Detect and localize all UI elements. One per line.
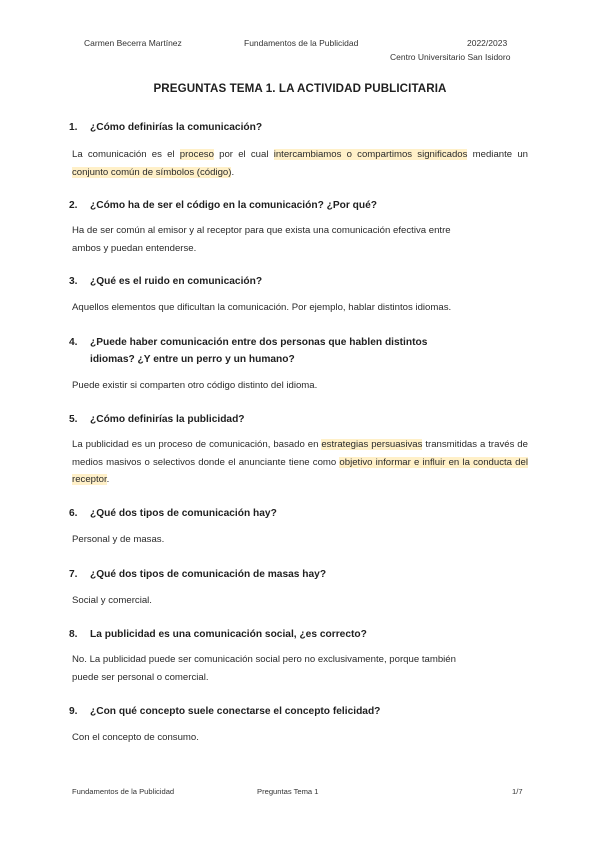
page-title: PREGUNTAS TEMA 1. LA ACTIVIDAD PUBLICITARIA (153, 82, 447, 95)
question-text-line: idiomas? ¿Y entre un perro y un humano? (90, 354, 295, 365)
footer-title: Preguntas Tema 1 (257, 787, 319, 796)
question-text: ¿Con qué concepto suele conectarse el concepto felicidad? (90, 706, 381, 717)
answer-text: La comunicación es el (72, 149, 180, 160)
question-6 (69, 505, 277, 522)
question-text: ¿Qué dos tipos de comunicación de masas hay? (90, 569, 327, 580)
answer-text: transmitidas a través de medios masivos o selectivos donde el anunciante tiene como (72, 439, 528, 468)
question-number: 7. (69, 569, 78, 580)
highlighted-text: conjunto común de símbolos (código) (72, 166, 232, 178)
question-1 (69, 119, 263, 136)
question-text-line: ¿Puede haber comunicación entre dos personas que hablen distintos (90, 337, 428, 348)
question-number: 5. (69, 414, 78, 425)
question-text: ¿Qué dos tipos de comunicación hay? (90, 508, 277, 519)
answer-1 (72, 146, 528, 181)
question-number: 2. (69, 200, 78, 211)
footer-subject: Fundamentos de la Publicidad (72, 787, 175, 796)
question-3 (69, 273, 263, 290)
question-7 (69, 566, 327, 583)
answer-text: . (231, 166, 235, 178)
header-author: Carmen Becerra Martínez (84, 38, 182, 48)
answer-text: La publicidad es un proceso de comunicación, basado en (72, 439, 322, 450)
header-subject: Fundamentos de la Publicidad (244, 38, 359, 48)
answer-3: Aquellos elementos que dificultan la comunicación. Por ejemplo, hablar distintos idiomas. (72, 302, 452, 313)
answer-text: por el cual (213, 149, 274, 160)
question-text: La publicidad es una comunicación social, ¿es correcto? (90, 629, 367, 640)
question-number: 9. (69, 706, 78, 717)
header-year: 2022/2023 (467, 38, 508, 48)
answer-9: Con el concepto de consumo. (72, 732, 199, 743)
answer-line: No. La publicidad puede ser comunicación social pero no exclusivamente, porque también (72, 654, 456, 665)
question-9 (69, 703, 381, 720)
question-number: 3. (69, 276, 78, 287)
answer-line: Ha de ser común al emisor y al receptor para que exista una comunicación efectiva entre (72, 225, 451, 236)
header-school: Centro Universitario San Isidoro (390, 52, 511, 62)
question-text: ¿Cómo definirías la comunicación? (90, 122, 263, 133)
question-8 (69, 626, 367, 643)
page-number: 1/7 (512, 787, 523, 796)
highlighted-text: proceso (179, 149, 214, 160)
question-5 (69, 411, 245, 428)
answer-4: Puede existir si comparten otro código distinto del idioma. (72, 380, 318, 391)
question-number: 4. (69, 337, 78, 348)
question-text: ¿Cómo definirías la publicidad? (90, 414, 245, 425)
highlighted-text: intercambiamos o compartimos significados (273, 149, 468, 160)
answer-line: puede ser personal o comercial. (72, 671, 209, 683)
answer-2 (72, 222, 528, 257)
question-text: ¿Qué es el ruido en comunicación? (90, 276, 263, 287)
highlighted-text: objetivo informar e influir en la conducta del receptor (72, 456, 528, 485)
question-number: 8. (69, 629, 78, 640)
highlighted-text: estrategias persuasivas (321, 439, 423, 450)
question-4 (69, 334, 428, 368)
answer-line: ambos y puedan entenderse. (72, 242, 197, 254)
answer-5 (72, 436, 528, 489)
answer-7: Social y comercial. (72, 595, 152, 606)
answer-text: mediante un (467, 149, 528, 160)
question-2 (69, 197, 377, 214)
answer-8 (72, 651, 528, 686)
answer-6: Personal y de masas. (72, 534, 165, 545)
question-number: 6. (69, 508, 78, 519)
question-text: ¿Cómo ha de ser el código en la comunicación? ¿Por qué? (90, 200, 377, 211)
question-number: 1. (69, 122, 78, 133)
answer-text: . (106, 474, 110, 485)
